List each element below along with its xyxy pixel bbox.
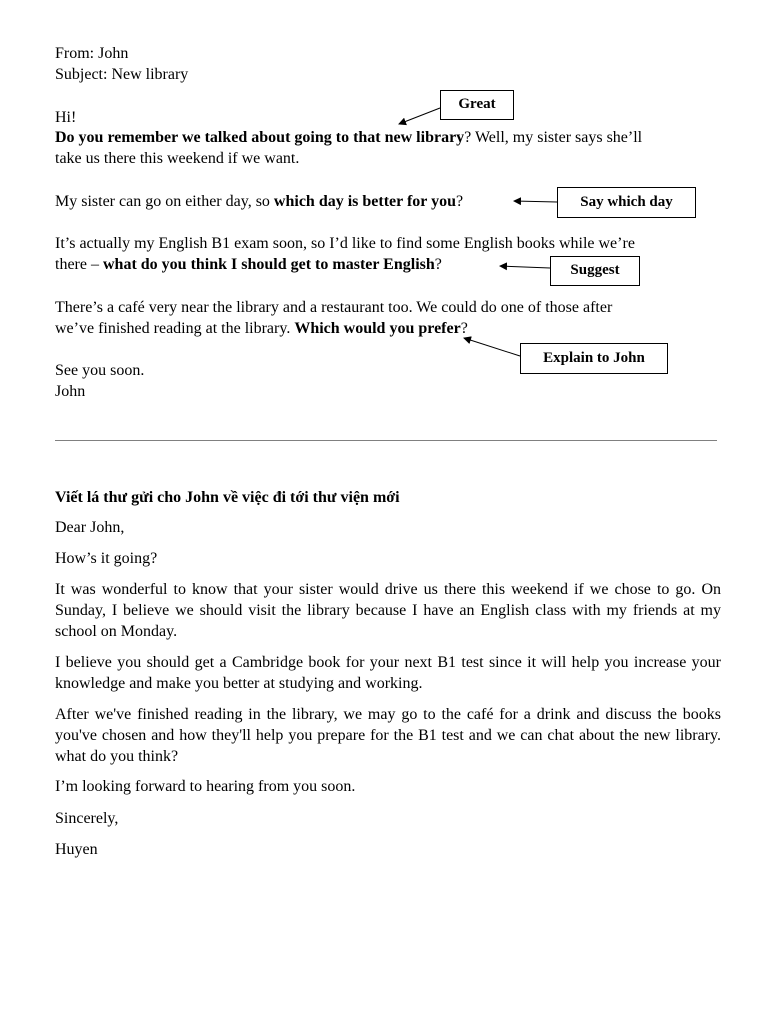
- arrow-suggest: [500, 266, 550, 268]
- question-what-to-get: what do you think I should get to master English: [102, 256, 435, 273]
- email-subject: Subject: New library: [55, 66, 189, 83]
- email-para4-line2: we’ve finished reading at the library. Which would you prefer?: [55, 320, 468, 337]
- email-signature: John: [55, 383, 86, 400]
- arrow-great: [399, 108, 440, 124]
- question-which-day: which day is better for you: [273, 193, 456, 210]
- reply-para2: I believe you should get a Cambridge book for your next B1 test since it will help you increase your knowledge and make you better at studying and working.: [55, 654, 721, 692]
- question-which-prefer: Which would you prefer: [294, 320, 461, 337]
- reply-sign-off: Sincerely,: [55, 810, 119, 827]
- email-para1-line2: take us there this weekend if we want.: [55, 150, 300, 167]
- email-para2: My sister can go on either day, so which day is better for you?: [55, 193, 464, 210]
- email-greeting: Hi!: [55, 109, 77, 126]
- email-para1-line1: Do you remember we talked about going to that new library? Well, my sister says she’ll: [55, 129, 643, 146]
- email-para4-line1: There’s a café very near the library and a restaurant too. We could do one of those after: [55, 299, 613, 316]
- email-closing: See you soon.: [55, 362, 145, 379]
- reply-name: Huyen: [55, 841, 98, 858]
- email-from: From: John: [55, 45, 129, 62]
- arrow-explain: [464, 338, 520, 356]
- arrow-say-which-day: [514, 201, 557, 202]
- reply-opener: How’s it going?: [55, 550, 158, 567]
- reply-heading: Viết lá thư gửi cho John về việc đi tới thư viện mới: [55, 489, 400, 506]
- callout-say-which-day: Say which day: [557, 187, 696, 218]
- email-para3-line2: there – what do you think I should get to master English?: [55, 256, 442, 273]
- callout-explain: Explain to John: [520, 343, 668, 374]
- reply-closing-line: I’m looking forward to hearing from you soon.: [55, 778, 356, 795]
- reply-para1: It was wonderful to know that your sister would drive us there this weekend if we chose to go. On Sunday, I believe we should visit the library because I have an English class with my friends at my school on Monday.: [55, 581, 721, 640]
- section-divider: [55, 440, 717, 441]
- reply-para3: After we've finished reading in the library, we may go to the café for a drink and discuss the books you've chosen and how they'll help you prepare for the B1 test and we can chat about the new library. what do you think?: [55, 706, 721, 765]
- callout-great: Great: [440, 90, 514, 120]
- callout-arrows: [0, 0, 768, 460]
- question-remember-library: Do you remember we talked about going to that new library: [55, 129, 465, 146]
- reply-salutation: Dear John,: [55, 519, 125, 536]
- email-para3-line1: It’s actually my English B1 exam soon, so I’d like to find some English books while we’re: [55, 235, 635, 252]
- callout-suggest: Suggest: [550, 256, 640, 286]
